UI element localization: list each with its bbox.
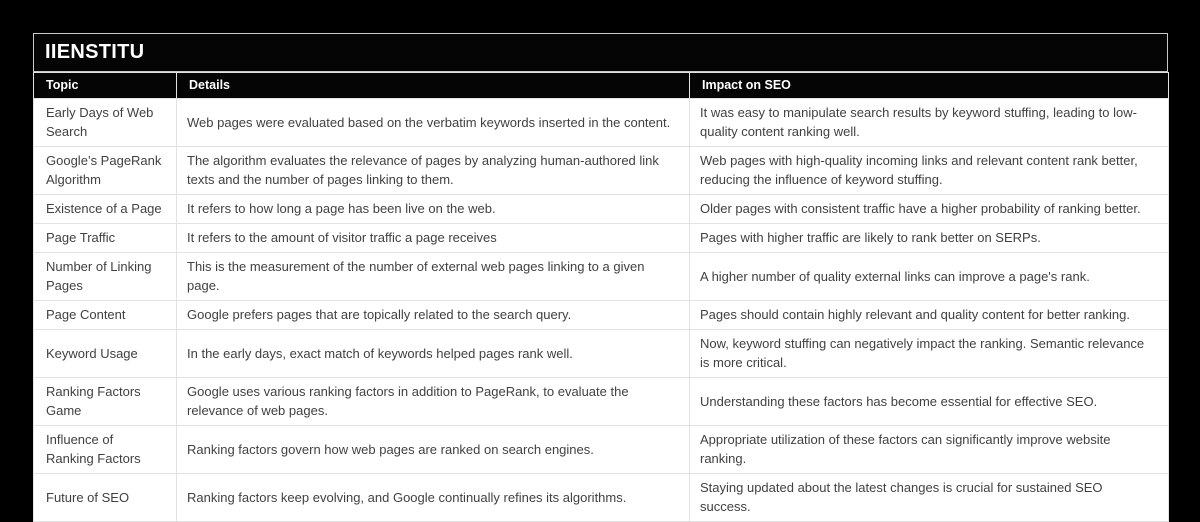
cell-details: This is the measurement of the number of external web pages linking to a given page.	[177, 253, 690, 301]
cell-topic: Page Traffic	[34, 224, 177, 253]
cell-impact: Staying updated about the latest changes is crucial for sustained SEO success.	[690, 474, 1169, 522]
table-row	[34, 253, 1169, 301]
seo-ranking-factors-table	[33, 72, 1169, 522]
seo-table-card	[33, 33, 1168, 522]
table-body	[34, 99, 1169, 522]
cell-details: Web pages were evaluated based on the verbatim keywords inserted in the content.	[177, 99, 690, 147]
cell-topic: Keyword Usage	[34, 330, 177, 378]
cell-details: In the early days, exact match of keywords helped pages rank well.	[177, 330, 690, 378]
cell-topic: Page Content	[34, 301, 177, 330]
brand-title-bar	[33, 33, 1168, 72]
table-row	[34, 426, 1169, 474]
cell-details: It refers to the amount of visitor traffic a page receives	[177, 224, 690, 253]
cell-topic: Ranking Factors Game	[34, 378, 177, 426]
cell-details: Google prefers pages that are topically related to the search query.	[177, 301, 690, 330]
cell-topic: Number of Linking Pages	[34, 253, 177, 301]
column-header-impact: Impact on SEO	[690, 73, 1169, 99]
table-row	[34, 330, 1169, 378]
cell-impact: Understanding these factors has become essential for effective SEO.	[690, 378, 1169, 426]
cell-topic: Google’s PageRank Algorithm	[34, 147, 177, 195]
table-row	[34, 99, 1169, 147]
table-row	[34, 147, 1169, 195]
column-header-topic: Topic	[34, 73, 177, 99]
brand-title: IIENSTITU	[45, 41, 145, 63]
header-row	[34, 73, 1169, 99]
table-row	[34, 224, 1169, 253]
table-row	[34, 195, 1169, 224]
cell-topic: Early Days of Web Search	[34, 99, 177, 147]
cell-details: Ranking factors keep evolving, and Google continually refines its algorithms.	[177, 474, 690, 522]
cell-details: It refers to how long a page has been live on the web.	[177, 195, 690, 224]
cell-impact: A higher number of quality external links can improve a page's rank.	[690, 253, 1169, 301]
cell-impact: Appropriate utilization of these factors can significantly improve website ranking.	[690, 426, 1169, 474]
cell-impact: Pages should contain highly relevant and quality content for better ranking.	[690, 301, 1169, 330]
cell-topic: Future of SEO	[34, 474, 177, 522]
table-row	[34, 378, 1169, 426]
cell-impact: Pages with higher traffic are likely to rank better on SERPs.	[690, 224, 1169, 253]
cell-details: The algorithm evaluates the relevance of pages by analyzing human-authored link texts and the number of pages linking to them.	[177, 147, 690, 195]
cell-details: Ranking factors govern how web pages are ranked on search engines.	[177, 426, 690, 474]
cell-details: Google uses various ranking factors in addition to PageRank, to evaluate the relevance of web pages.	[177, 378, 690, 426]
cell-topic: Influence of Ranking Factors	[34, 426, 177, 474]
table-row	[34, 301, 1169, 330]
cell-impact: Now, keyword stuffing can negatively impact the ranking. Semantic relevance is more critical.	[690, 330, 1169, 378]
column-header-details: Details	[177, 73, 690, 99]
cell-topic: Existence of a Page	[34, 195, 177, 224]
table-row	[34, 474, 1169, 522]
cell-impact: It was easy to manipulate search results by keyword stuffing, leading to low-quality content ranking well.	[690, 99, 1169, 147]
cell-impact: Older pages with consistent traffic have a higher probability of ranking better.	[690, 195, 1169, 224]
cell-impact: Web pages with high-quality incoming links and relevant content rank better, reducing the influence of keyword stuffing.	[690, 147, 1169, 195]
